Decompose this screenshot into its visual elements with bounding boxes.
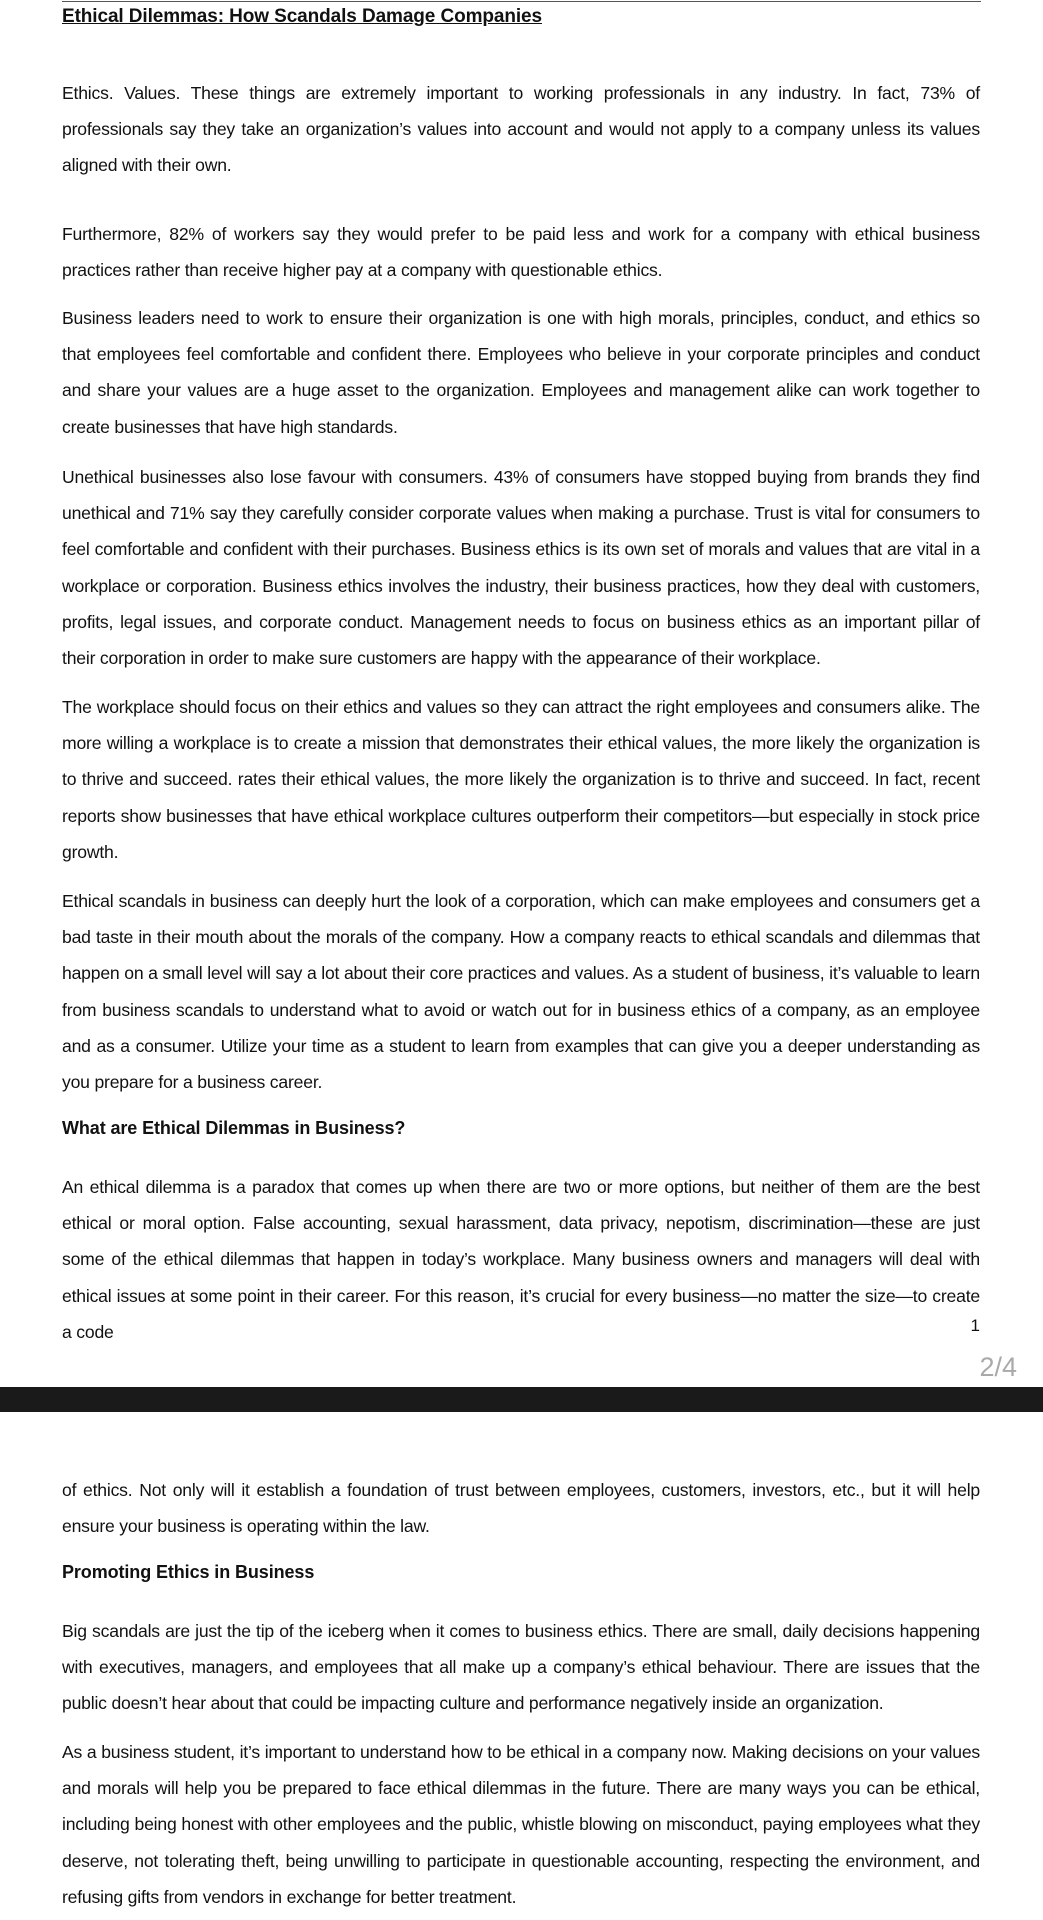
paragraph-block — [62, 1169, 980, 1350]
paragraph-block — [62, 300, 980, 445]
paragraph-leaders: Business leaders need to work to ensure their organization is one with high morals, principles, conduct, and ethics so that employees feel comfortable and confident there. Employees who believe in your corporate principles and conduct and share your values are a huge asset to the organization. Employees and management alike can work together to create businesses that have high standards. — [62, 308, 980, 437]
paragraph-block — [62, 216, 980, 288]
paragraph-business-student: As a business student, it’s important to understand how to be ethical in a company now. Making decisions on your values and morals will help you be prepared to face ethical dilemmas in the future. There are many ways you can be ethical, including being honest with other employees and the public, whistle blowing on misconduct, paying employees what they deserve, not tolerating theft, being unwilling to participate in questionable accounting, respecting the environment, and refusing gifts from vendors in exchange for better treatment. — [62, 1742, 980, 1907]
document-page-2 — [62, 1412, 980, 1920]
paragraph-block — [62, 75, 980, 184]
paragraph-iceberg: Big scandals are just the tip of the iceberg when it comes to business ethics. There are small, daily decisions happening with executives, managers, and employees that all make up a company’s ethical behaviour. There are issues that the public doesn’t hear about that could be impacting culture and performance negatively inside an organization. — [62, 1621, 980, 1714]
section-heading-dilemmas: What are Ethical Dilemmas in Business? — [62, 1118, 406, 1138]
paragraph-dilemma-definition: An ethical dilemma is a paradox that comes up when there are two or more options, but neither of them are the best ethical or moral option. False accounting, sexual harassment, data privacy, nepotism, discrimination—these are just some of the ethical dilemmas that happen in today’s workplace. Many business owners and managers will deal with ethical issues at some point in their career. For this reason, it’s crucial for every business—no matter the size—to create a code — [62, 1177, 980, 1342]
paragraph-workplace: The workplace should focus on their ethics and values so they can attract the right employees and consumers alike. The more willing a workplace is to create a mission that demonstrates their ethical values, the more likely the organization is to thrive and succeed. rates their ethical values, the more likely the organization is to thrive and succeed. In fact, recent reports show businesses that have ethical workplace cultures outperform their competitors—but especially in stock price growth. — [62, 697, 980, 862]
page-counter: 2/4 — [979, 1352, 1017, 1382]
document-page-1 — [62, 0, 980, 1380]
paragraph-block — [62, 1613, 980, 1722]
paragraph-block — [62, 1472, 980, 1544]
paragraph-consumers: Unethical businesses also lose favour with consumers. 43% of consumers have stopped buying from brands they find unethical and 71% say they carefully consider corporate values when making a purchase. Trust is vital for consumers to feel comfortable and confident with their purchases. Business ethics is its own set of morals and values that are vital in a workplace or corporation. Business ethics involves the industry, their business practices, how they deal with customers, profits, legal issues, and corporate conduct. Management needs to focus on business ethics as an important pillar of their corporation in order to make sure customers are happy with the appearance of their workplace. — [62, 467, 980, 669]
paragraph-scandals: Ethical scandals in business can deeply hurt the look of a corporation, which can make employees and consumers get a bad taste in their mouth about the morals of the company. How a company reacts to ethical scandals and dilemmas that happen on a small level will say a lot about their core practices and values. As a student of business, it’s valuable to learn from business scandals to understand what to avoid or watch out for in business ethics of a company, as an employee and as a consumer. Utilize your time as a student to learn from examples that can give you a deeper understanding as you prepare for a business career. — [62, 891, 980, 1093]
paragraph-intro: Ethics. Values. These things are extremely important to working professionals in any industry. In fact, 73% of professionals say they take an organization’s values into account and would not apply to a company unless its values aligned with their own. — [62, 83, 980, 176]
paragraph-block — [62, 459, 980, 676]
paragraph-workers: Furthermore, 82% of workers say they would prefer to be paid less and work for a company with ethical business practices rather than receive higher pay at a company with questionable ethics. — [62, 224, 980, 281]
paragraph-continuation: of ethics. Not only will it establish a foundation of trust between employees, customers, investors, etc., but it will help ensure your business is operating within the law. — [62, 1480, 980, 1537]
page-number: 1 — [970, 1316, 980, 1335]
section-heading-promoting: Promoting Ethics in Business — [62, 1562, 315, 1582]
page-divider — [0, 1387, 1043, 1412]
paragraph-block — [62, 1734, 980, 1915]
paragraph-block — [62, 883, 980, 1100]
paragraph-block — [62, 689, 980, 870]
document-title: Ethical Dilemmas: How Scandals Damage Companies — [62, 6, 542, 27]
